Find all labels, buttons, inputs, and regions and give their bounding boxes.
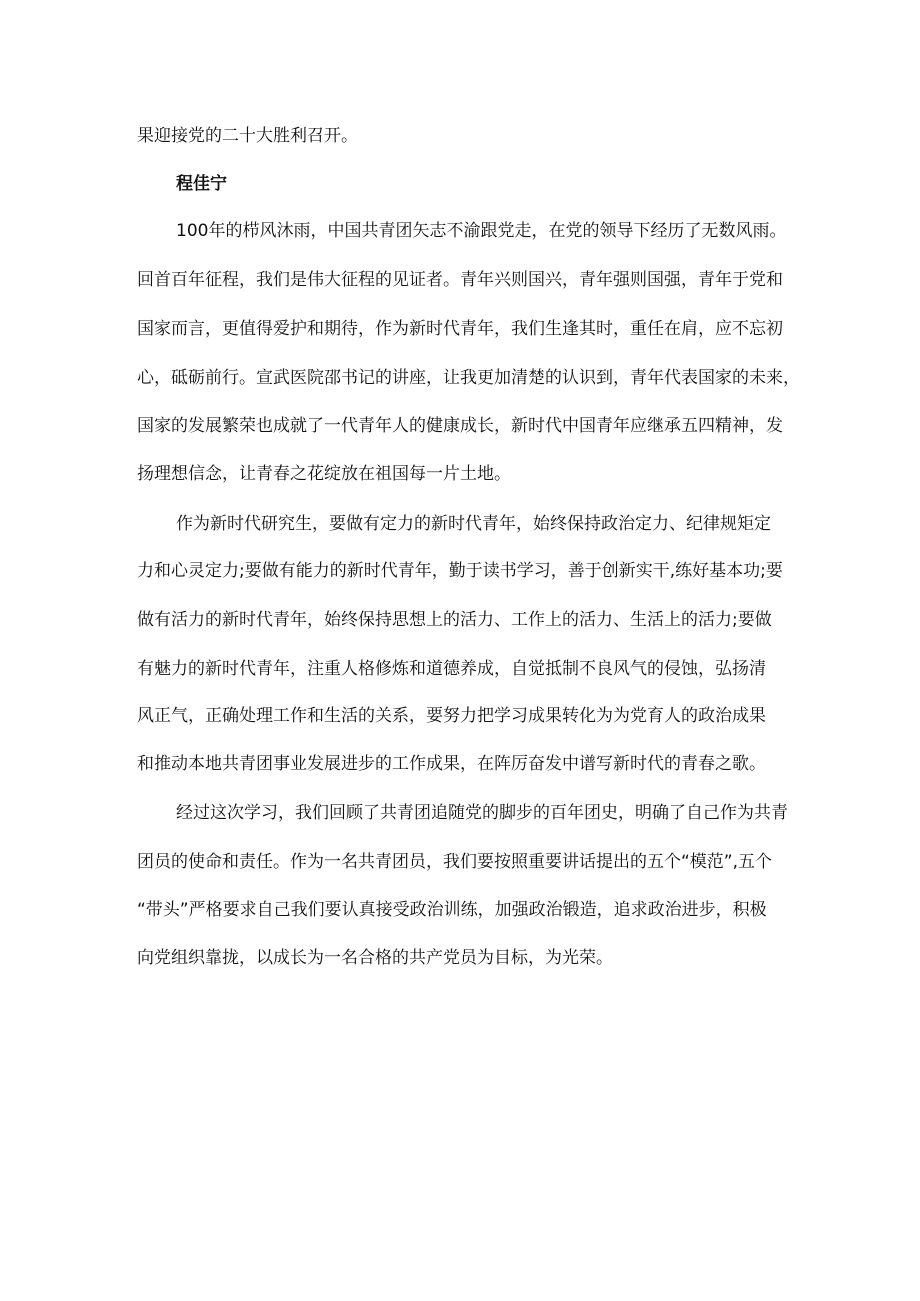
paragraph-line: 心，砥砺前行。宣武医院邵书记的讲座，让我更加清楚的认识到，青年代表国家的未来， (137, 368, 800, 388)
paragraph-line: 作为新时代研究生，要做有定力的新时代青年，始终保持政治定力、纪律规矩定 (176, 514, 771, 534)
paragraph-line: 团员的使命和责任。作为一名共青团员，我们要按照重要讲话提出的五个“模范”,五个 (137, 852, 773, 872)
paragraph-line: 力和心灵定力;要做有能力的新时代青年，勤于读书学习，善于创新实干,练好基本功;要 (137, 561, 783, 581)
author-name: 程佳宁 (176, 174, 227, 194)
paragraph-line: 国家而言，更值得爱护和期待，作为新时代青年，我们生逢其时，重任在肩，应不忘初 (137, 319, 783, 339)
paragraph-line: 经过这次学习，我们回顾了共青团追随党的脚步的百年团史，明确了自己作为共青 (176, 803, 788, 823)
paragraph-line: 扬理想信念，让青春之花绽放在祖国每一片土地。 (137, 464, 511, 484)
lead-line: 果迎接党的二十大胜利召开。 (137, 126, 358, 146)
paragraph-line: 向党组织靠拢，以成长为一名合格的共产党员为目标，为光荣。 (137, 948, 613, 968)
paragraph-line: 回首百年征程，我们是伟大征程的见证者。青年兴则国兴，青年强则国强，青年于党和 (137, 270, 783, 290)
paragraph-line: 做有活力的新时代青年，始终保持思想上的活力、工作上的活力、生活上的活力;要做 (137, 610, 772, 630)
paragraph-line: 100年的栉风沐雨，中国共青团矢志不渝跟党走，在党的领导下经历了无数风雨。 (176, 221, 787, 241)
paragraph-line: “带头”严格要求自己我们要认真接受政治训练，加强政治锻造，追求政治进步，积极 (137, 900, 767, 920)
paragraph-line: 有魅力的新时代青年，注重人格修炼和道德养成，自觉抵制不良风气的侵蚀，弘扬清 (137, 659, 766, 679)
paragraph-line: 和推动本地共青团事业发展进步的工作成果，在阵厉奋发中谱写新时代的青春之歌。 (137, 754, 766, 774)
paragraph-line: 国家的发展繁荣也成就了一代青年人的健康成长，新时代中国青年应继承五四精神，发 (137, 416, 783, 436)
paragraph-line: 风正气，正确处理工作和生活的关系，要努力把学习成果转化为为党育人的政治成果 (137, 706, 766, 726)
